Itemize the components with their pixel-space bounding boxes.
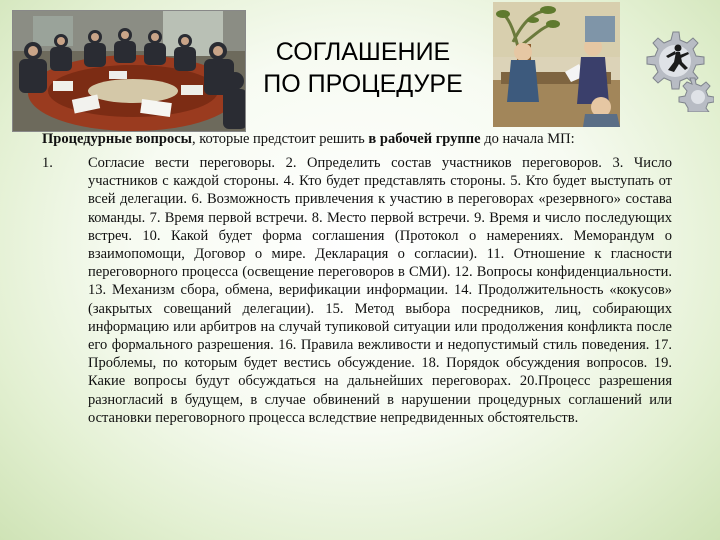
list-item-number: 1.	[42, 155, 53, 171]
office-discussion-clipart	[493, 2, 620, 127]
lead-paragraph	[42, 130, 682, 149]
lead-text-1: , которые предстоит решить	[191, 131, 369, 147]
gear-runner-clipart	[632, 28, 714, 112]
list-item	[42, 154, 672, 427]
list-item-text: Согласие вести переговоры. 2. Определить состав участников переговоров. 3. Число участников с каждой стороны. 4. Кто будет представлять стороны. 5. Кто будет выступать от всей делегации. 6. Возможность привлечения к участию в переговорах «резервного» состава команды. 7. Время первой встречи. 8. Место первой встречи. 9. Время и число последующих встреч. 10. Какой будет форма соглашения (Протокол о намерениях. Меморандум о взаимопомощи, Договор о мире. Декларация о согласии). 11. Отношение к гласности переговорного процесса (освещение переговоров в СМИ). 12. Вопросы конфиденциальности. 13. Механизм сбора, обмена, верификации информации. 14. Продолжительность «кокусов» (закрытых совещаний делегации). 15. Метод выбора посредников, лиц, собирающих информацию или арбитров на случай тупиковой ситуации или продолжения конфликта после его формального разрешения. 16. Правила вежливости и недопустимый стиль поведения. 17. Проблемы, по которым будет вестись обсуждение. 18. Порядок обсуждения вопросов. 19. Какие вопросы будут обсуждаться на дальнейших переговорах. 20.Процесс разрешения разногласий в будущем, в случае обвинений в нарушении процедурных соглашений или остановки переговорного процесса вследствие непредвиденных обстоятельств.	[88, 155, 672, 426]
lead-text-2: до начала МП:	[480, 131, 575, 147]
lead-bold-procedural: Процедурные вопросы	[42, 131, 192, 147]
title-line-1: СОГЛАШЕНИЕ	[275, 38, 451, 66]
lead-bold-working-group: в рабочей группе	[368, 131, 481, 147]
title-line-2: ПО ПРОЦЕДУРЕ	[263, 70, 463, 98]
meeting-photo	[12, 10, 246, 132]
page-title	[238, 36, 488, 100]
